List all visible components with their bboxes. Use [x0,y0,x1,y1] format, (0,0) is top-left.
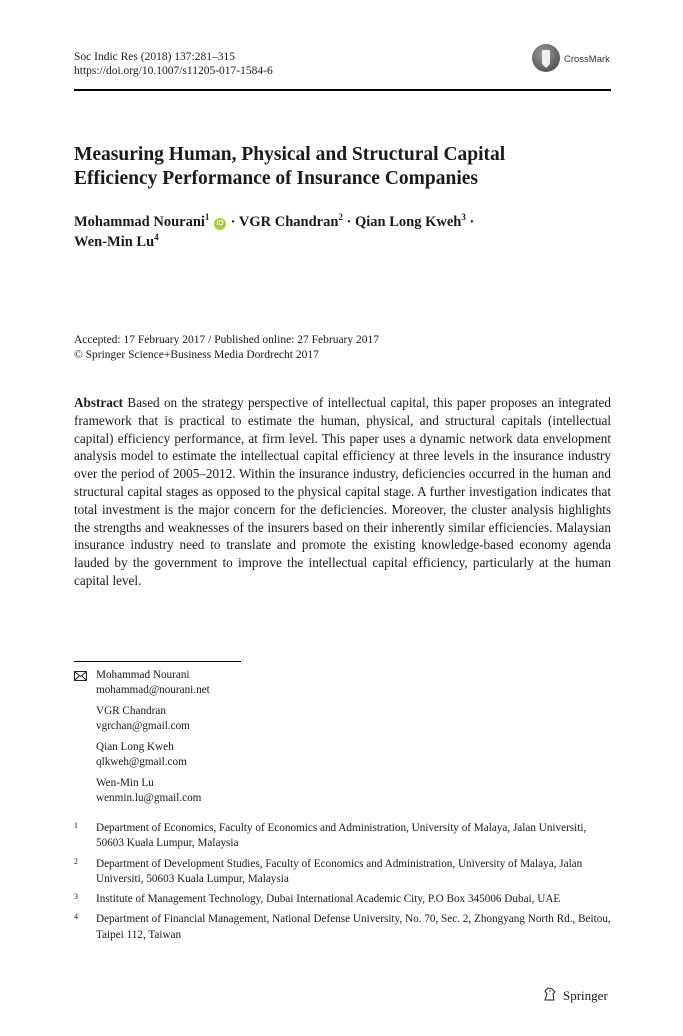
contact-entry [74,704,614,734]
affiliation-text: Department of Economics, Faculty of Economics and Administration, University of Malaya, Jalan Universiti, 50603 Kuala Lumpur, Malaysia [96,822,587,850]
abstract-text: Based on the strategy perspective of intellectual capital, this paper proposes an integrated framework that is practical to estimate the human, physical, and structural capitals (intellectual capital) efficiency performance, at firm level. This paper uses a dynamic network data envelopment analysis model to estimate the intellectual capital efficiency at three levels in the insurance industry over the period of 2005–2012. Within the insurance industry, deficiencies occurred in the human and structural capital stages as opposed to the physical capital stage. A further investigation indicates that total investment is the major concern for the deficiencies. Moreover, the cluster analysis highlights the strengths and weaknesses of the insurers based on their inherently similar efficiencies. Malaysian insurance industry need to translate and promote the existing knowledge-based economy agenda lauded by the government to improve the intellectual capital efficiency, particularly at the human capital level. [74,395,611,588]
affiliation-entry [74,892,614,907]
contact-email[interactable]: wenmin.lu@gmail.com [96,792,202,804]
contact-entry [74,740,614,770]
contact-email[interactable]: vgrchan@gmail.com [96,720,190,732]
article-title [74,143,614,191]
journal-citation: Soc Indic Res (2018) 137:281–315 [74,51,235,63]
publication-dates [74,333,379,363]
crossmark-badge[interactable] [532,44,612,74]
header-rule [74,89,611,91]
footnote-rule [74,661,241,662]
copyright-line: © Springer Science+Business Media Dordrecht 2017 [74,349,319,361]
author-list: Mohammad Nourani$^1$ iD · VGR Chandran$^2$ · Qian Long Kweh$^3$ · Wen-Min Lu$^4$ [74,212,475,250]
journal-header [74,50,273,78]
affiliation-text: Institute of Management Technology, Dubai International Academic City, P.O Box 345006 Dubai, UAE [96,893,561,906]
contact-email[interactable]: mohammad@nourani.net [96,684,210,696]
affiliation-text: Department of Financial Management, National Defense University, No. 70, Sec. 2, Zhongyang North Rd., Beitou, Taipei 112, Taiwan [96,913,611,941]
contact-entry [74,776,614,806]
author-affil-sup: 2 [338,212,343,223]
author-name[interactable]: VGR Chandran [238,214,339,230]
affiliation-entry [74,821,614,852]
affiliation-number: 1 [74,821,78,830]
affiliation-entry [74,912,614,943]
abstract-heading: Abstract [74,395,124,410]
affiliation-text: Department of Development Studies, Faculty of Economics and Administration, University of Malaya, Jalan Universiti, 50603 Kuala Lumpur, Malaysia [96,857,583,885]
author-affil-sup: 1 [204,212,210,223]
affiliation-list [74,821,614,948]
accepted-date: Accepted: 17 February 2017 / Published online: 27 February 2017 [74,334,380,346]
contact-entry [74,668,614,698]
springer-horse-icon [542,986,558,1006]
affiliation-number: 4 [74,912,78,922]
doi-link[interactable]: https://doi.org/10.1007/s11205-017-1584-6 [74,65,273,77]
title-line-1: Measuring Human, Physical and Structural Capital [74,144,506,165]
crossmark-icon [532,44,560,72]
contact-name: Wen-Min Lu [96,777,154,789]
author-name[interactable]: Wen-Min Lu [74,234,155,250]
contact-email[interactable]: qlkweh@gmail.com [96,756,187,768]
author-affil-sup: 4 [154,232,159,243]
author-affil-sup: 3 [461,212,466,223]
author-name[interactable]: Qian Long Kweh [354,214,462,230]
publisher-name: Springer [563,988,608,1003]
crossmark-label: CrossMark [564,54,610,65]
contact-name: Qian Long Kweh [96,741,174,753]
publisher-logo [542,986,608,1006]
affiliation-number: 2 [74,856,78,866]
orcid-icon[interactable]: iD [214,218,226,230]
affiliation-entry [74,857,614,888]
contact-name: Mohammad Nourani [96,669,190,681]
author-name[interactable]: Mohammad Nourani [74,214,205,230]
title-line-2: Efficiency Performance of Insurance Companies [74,168,479,189]
affiliation-number: 3 [74,892,78,902]
abstract [74,394,611,590]
contact-name: VGR Chandran [96,705,166,717]
contact-list [74,668,614,812]
envelope-icon [74,671,87,686]
